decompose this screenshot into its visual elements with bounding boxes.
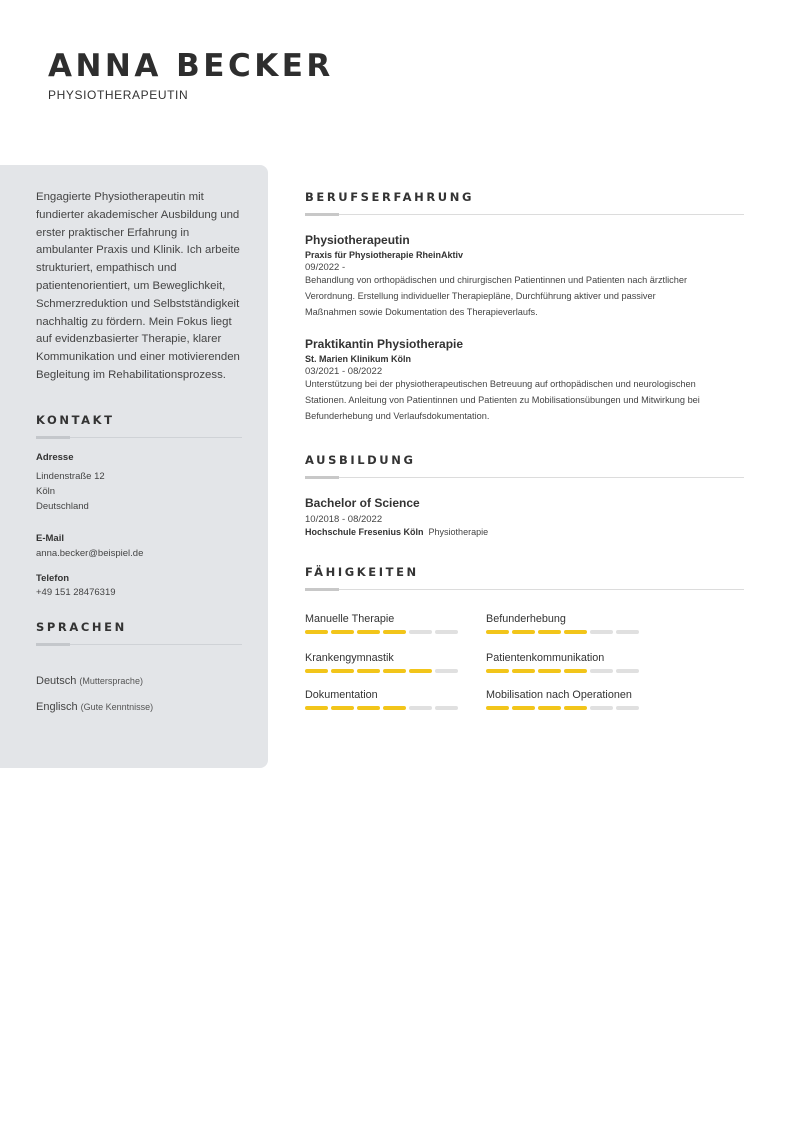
job-company: Praxis für Physiotherapie RheinAktiv: [305, 250, 464, 260]
language-name: Englisch: [36, 700, 78, 713]
skills-heading: FÄHIGKEITEN: [305, 564, 419, 579]
skill-item: [305, 613, 465, 634]
job-entry: [305, 233, 744, 320]
skill-name: Befunderhebung: [486, 612, 566, 625]
languages-heading: SPRACHEN: [36, 619, 127, 634]
contact-heading: KONTAKT: [36, 412, 115, 427]
education-entry: [305, 496, 744, 537]
school-name: Hochschule Fresenius Köln: [305, 526, 424, 537]
profile-summary: Engagierte Physiotherapeutin mit fundierter akademischer Ausbildung und erster praktischer Erfahrung in ambulanter Praxis und Klinik. Ich arbeite strukturiert, empathisch und patientenorientiert, um Beweglichkeit, Schmerzreduktion und Selbstständigkeit nachhaltig zu fördern. Mein Fokus liegt auf evidenzbasierter Therapie, klarer Kommunikation und einer motivierenden Begleitung im Rehabilitationsprozess.: [36, 191, 240, 381]
job-description-line: Behandlung von orthopädischen und chirurgischen Patientinnen und Patienten nach ärztlicher: [305, 275, 688, 285]
job-title: Physiotherapeutin: [305, 233, 410, 247]
skill-segment-empty: [409, 630, 432, 634]
language-item: [36, 701, 242, 713]
skill-segment-filled: [383, 669, 406, 673]
skill-item: [486, 652, 646, 673]
email-label: E-Mail: [36, 532, 64, 544]
experience-divider: [305, 213, 744, 217]
contact-divider: [36, 436, 242, 440]
skill-level-bar: [486, 669, 646, 673]
skill-name: Manuelle Therapie: [305, 612, 395, 625]
skill-segment-filled: [409, 669, 432, 673]
skill-level-bar: [305, 630, 465, 634]
skill-segment-filled: [538, 669, 561, 673]
job-description-line: Befunderhebung und Verlaufsdokumentation.: [305, 410, 490, 421]
address-line: Köln: [36, 485, 56, 497]
education-divider: [305, 476, 744, 480]
skill-segment-filled: [331, 630, 354, 634]
skill-name: Patientenkommunikation: [486, 651, 605, 664]
skill-segment-filled: [305, 706, 328, 710]
skill-segment-empty: [616, 630, 639, 634]
skill-segment-empty: [435, 706, 458, 710]
skill-segment-empty: [616, 706, 639, 710]
skill-name: Krankengymnastik: [305, 651, 394, 664]
skill-segment-empty: [616, 669, 639, 673]
skill-segment-filled: [357, 669, 380, 673]
skill-level-bar: [305, 669, 465, 673]
resume-header: [48, 44, 334, 102]
skill-segment-filled: [538, 706, 561, 710]
skill-level-bar: [305, 706, 465, 710]
address-line: Lindenstraße 12: [36, 470, 105, 482]
skill-segment-filled: [538, 630, 561, 634]
experience-heading: BERUFSERFAHRUNG: [305, 190, 474, 204]
address-label: Adresse: [36, 451, 74, 463]
job-date: 03/2021 - 08/2022: [305, 366, 383, 378]
phone-value[interactable]: +49 151 28476319: [36, 586, 116, 598]
skill-name: Dokumentation: [305, 688, 378, 701]
address-block: [36, 469, 242, 514]
skill-segment-filled: [512, 669, 535, 673]
skill-segment-filled: [331, 669, 354, 673]
skill-segment-filled: [305, 669, 328, 673]
job-title: Praktikantin Physiotherapie: [305, 337, 464, 352]
job-description-line: Verordnung. Erstellung individueller Therapiepläne, Durchführung aktiver und passiver: [305, 290, 656, 301]
skills-grid: [305, 613, 744, 733]
degree-title: Bachelor of Science: [305, 495, 420, 510]
languages-divider: [36, 643, 242, 647]
address-line: Deutschland: [36, 500, 89, 512]
skill-segment-filled: [486, 630, 509, 634]
job-entry: [305, 337, 744, 424]
email-value[interactable]: anna.becker@beispiel.de: [36, 547, 144, 559]
skill-segment-filled: [564, 706, 587, 710]
skill-segment-empty: [590, 630, 613, 634]
job-company: St. Marien Klinikum Köln: [305, 354, 412, 365]
person-name: ANNA BECKER: [48, 48, 334, 84]
field-of-study: Physiotherapie: [428, 526, 489, 537]
skill-item: [486, 689, 646, 710]
skill-item: [305, 689, 465, 710]
language-name: Deutsch: [36, 674, 77, 687]
skill-level-bar: [486, 706, 646, 710]
skill-segment-empty: [435, 630, 458, 634]
skill-segment-filled: [383, 706, 406, 710]
skill-segment-empty: [590, 706, 613, 710]
skill-segment-empty: [409, 706, 432, 710]
skill-segment-filled: [512, 630, 535, 634]
education-date: 10/2018 - 08/2022: [305, 513, 383, 525]
job-date: 09/2022 -: [305, 262, 346, 273]
sidebar: [0, 165, 268, 768]
skill-segment-filled: [486, 706, 509, 710]
skill-segment-filled: [512, 706, 535, 710]
skill-segment-filled: [564, 669, 587, 673]
skill-segment-filled: [305, 630, 328, 634]
skill-segment-filled: [383, 630, 406, 634]
job-description-line: Maßnahmen sowie Dokumentation des Therapieverlaufs.: [305, 306, 538, 317]
skill-segment-filled: [357, 706, 380, 710]
language-level: (Muttersprache): [79, 675, 143, 686]
skills-divider: [305, 588, 744, 592]
job-description-line: Stationen. Anleitung von Patientinnen und Patienten zu Mobilisationsübungen und Mitwirkung bei: [305, 395, 700, 406]
skill-name: Mobilisation nach Operationen: [486, 688, 632, 701]
education-heading: AUSBILDUNG: [305, 452, 416, 467]
skill-item: [305, 652, 465, 673]
skill-segment-filled: [357, 630, 380, 634]
job-description-line: Unterstützung bei der physiotherapeutischen Betreuung auf orthopädischen und neurologischen: [305, 379, 696, 390]
skill-segment-filled: [486, 669, 509, 673]
phone-label: Telefon: [36, 572, 70, 584]
skill-segment-filled: [564, 630, 587, 634]
skill-segment-empty: [590, 669, 613, 673]
skill-item: [486, 613, 646, 634]
education-school-line: [305, 527, 744, 537]
job-role: PHYSIOTHERAPEUTIN: [48, 88, 189, 102]
skill-level-bar: [486, 630, 646, 634]
language-level: (Gute Kenntnisse): [80, 701, 154, 712]
skill-segment-empty: [435, 669, 458, 673]
main-content: [305, 190, 744, 733]
skill-segment-filled: [331, 706, 354, 710]
language-item: [36, 675, 242, 687]
